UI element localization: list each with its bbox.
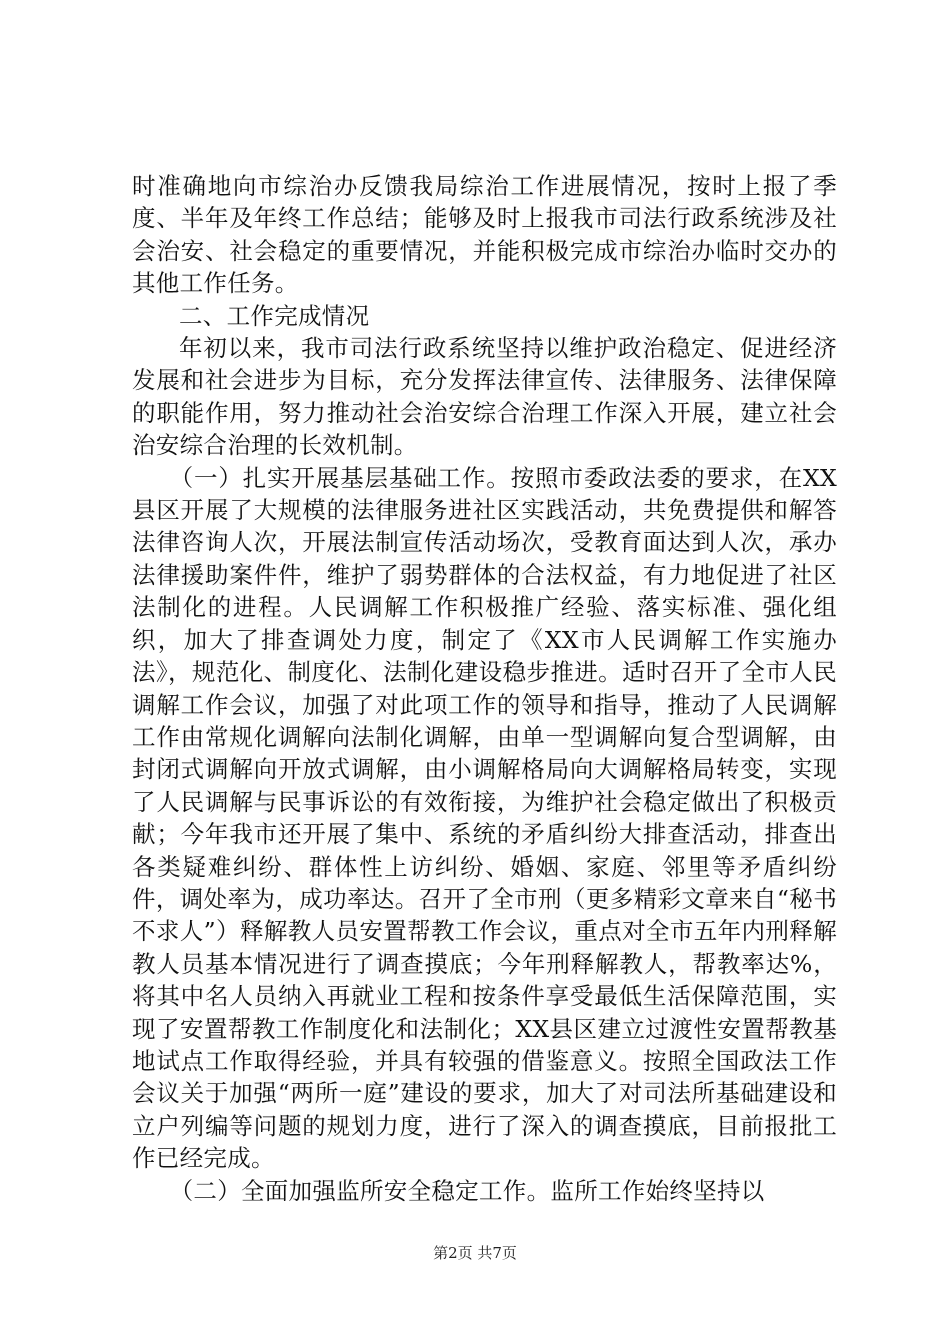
- paragraph-subsection-two: （二）全面加强监所安全稳定工作。监所工作始终坚持以: [169, 1176, 765, 1205]
- page-number: 第2页 共7页: [433, 1244, 517, 1262]
- page-footer: [0, 1243, 950, 1263]
- paragraph-continuation: 时准确地向市综治办反馈我局综治工作进展情况，按时上报了季度、半年及年终工作总结；能够及时上报我市司法行政系统涉及社会治安、社会稳定的重要情况，并能积极完成市综治办临时交办的其他工作任务。: [132, 172, 837, 298]
- section-heading-two: 二、工作完成情况: [179, 301, 370, 330]
- document-body: [132, 170, 837, 1207]
- paragraph-subsection-one: （一）扎实开展基层基础工作。按照市委政法委的要求，在XX县区开展了大规模的法律服务进社区实践活动，共免费提供和解答法律咨询人次，开展法制宣传活动场次，受教育面达到人次，承办法律援助案件件，维护了弱势群体的合法权益，有力地促进了社区法制化的进程。人民调解工作积极推广经验、落实标准、强化组织，加大了排查调处力度，制定了《XX市人民调解工作实施办法》，规范化、制度化、法制化建设稳步推进。适时召开了全市人民调解工作会议，加强了对此项工作的领导和指导，推动了人民调解工作由常规化调解向法制化调解，由单一型调解向复合型调解，由封闭式调解向开放式调解，由小调解格局向大调解格局转变，实现了人民调解与民事诉讼的有效衔接，为维护社会稳定做出了积极贡献；今年我市还开展了集中、系统的矛盾纠纷大排查活动，排查出各类疑难纠纷、群体性上访纠纷、婚姻、家庭、邻里等矛盾纠纷件，调处率为，成功率达。召开了全市刑（更多精彩文章来自“秘书不求人”）释解教人员安置帮教工作会议，重点对全市五年内刑释解教人员基本情况进行了调查摸底；今年刑释解教人，帮教率达%，将其中名人员纳入再就业工程和按条件享受最低生活保障范围，实现了安置帮教工作制度化和法制化；XX县区建立过渡性安置帮教基地试点工作取得经验，并具有较强的借鉴意义。按照全国政法工作会议关于加强“两所一庭”建设的要求，加大了对司法所基础建设和立户列编等问题的规划力度，进行了深入的调查摸底，目前报批工作已经完成。: [132, 463, 837, 1173]
- paragraph-overview: 年初以来，我市司法行政系统坚持以维护政治稳定、促进经济发展和社会进步为目标，充分发挥法律宣传、法律服务、法律保障的职能作用，努力推动社会治安综合治理工作深入开展，建立社会治安综合治理的长效机制。: [132, 334, 837, 460]
